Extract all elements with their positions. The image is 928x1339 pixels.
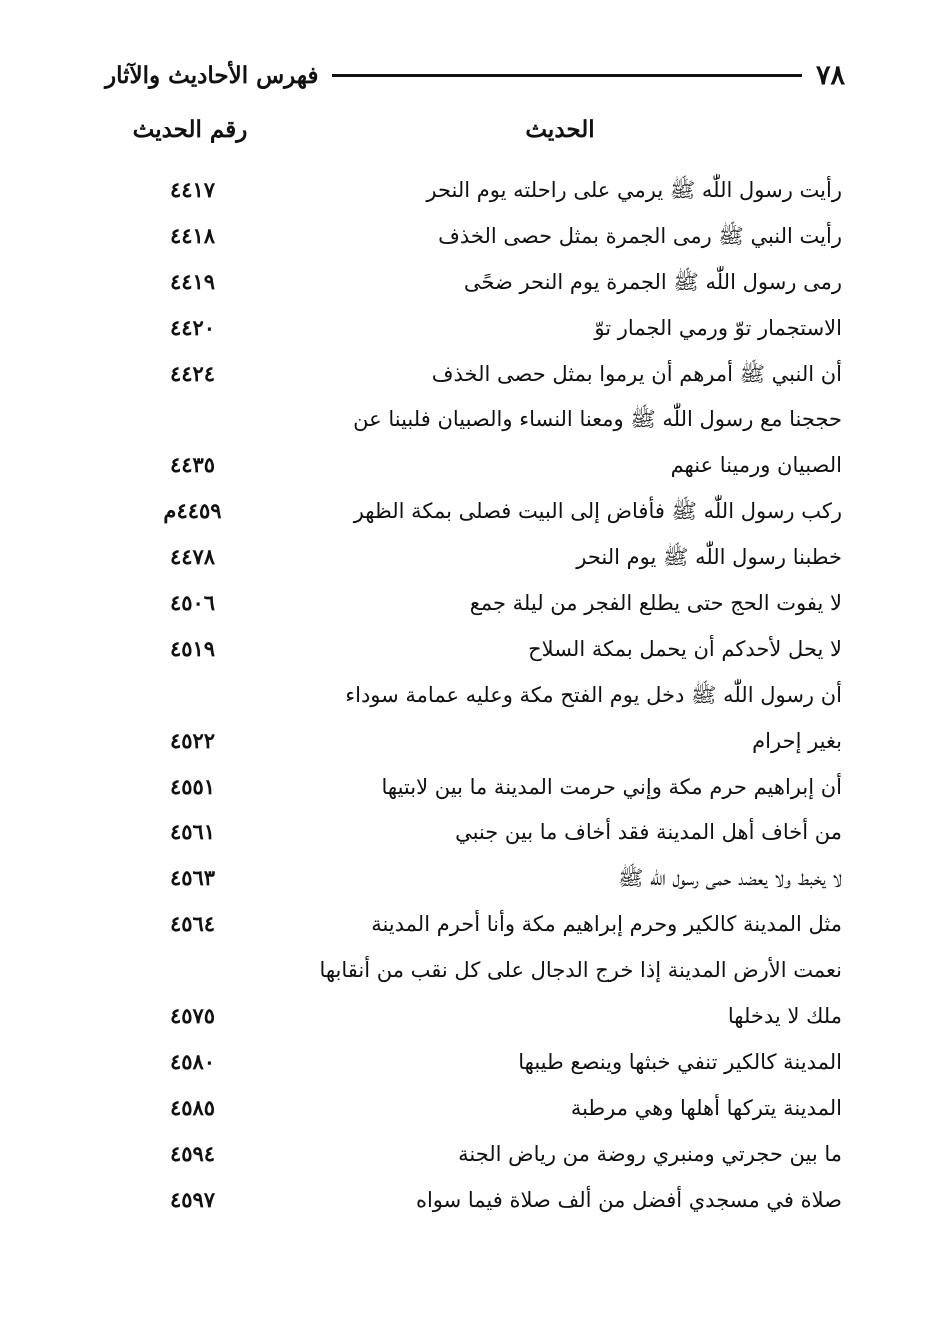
hadith-text: الاستجمار توّ ورمي الجمار توّ bbox=[594, 315, 842, 340]
index-row bbox=[0, 1178, 928, 1224]
hadith-text: لا يحل لأحدكم أن يحمل بمكة السلاح bbox=[528, 636, 842, 661]
hadith-number: ٤٤٣٥ bbox=[169, 452, 216, 478]
hadith-number: ٤٥٩٤ bbox=[169, 1140, 216, 1166]
index-row bbox=[0, 948, 928, 994]
hadith-text: رمى رسول اللّٰه ﷺ الجمرة يوم النحر ضحًى bbox=[463, 269, 842, 294]
index-row bbox=[0, 994, 928, 1040]
page-header bbox=[105, 52, 845, 98]
running-title: فهرس الأحاديث والآثار bbox=[105, 61, 319, 89]
hadith-number: ٤٤٢٤ bbox=[169, 360, 216, 386]
hadith-text: من أخاف أهل المدينة فقد أخاف ما بين جنبي bbox=[455, 820, 842, 845]
hadith-number: ٤٥٥١ bbox=[169, 773, 216, 799]
hadith-number: ٤٥٦٣ bbox=[169, 865, 216, 891]
hadith-number: ٤٥٨٠ bbox=[169, 1048, 216, 1074]
hadith-text: مثل المدينة كالكير وحرم إبراهيم مكة وأنا أحرم المدينة bbox=[371, 912, 842, 937]
index-row bbox=[0, 352, 928, 398]
hadith-index-list bbox=[0, 168, 928, 1223]
hadith-text: الصبيان ورمينا عنهم bbox=[670, 453, 842, 478]
column-heading-number: رقم الحديث bbox=[132, 116, 248, 143]
hadith-text: المدينة يتركها أهلها وهي مرطبة bbox=[570, 1095, 842, 1120]
hadith-text: صلاة في مسجدي أفضل من ألف صلاة فيما سواه bbox=[415, 1187, 842, 1212]
index-row bbox=[0, 1132, 928, 1178]
hadith-text: لا يخبط ولا يعضد حمى رسول اللّٰه ﷺ bbox=[617, 866, 842, 891]
hadith-number: ٤٥٨٥ bbox=[169, 1094, 216, 1120]
hadith-number: ٤٤١٨ bbox=[169, 222, 216, 248]
index-row bbox=[0, 856, 928, 902]
hadith-text: حججنا مع رسول اللّٰه ﷺ ومعنا النساء والصبيان فلبينا عن bbox=[353, 407, 842, 432]
index-row bbox=[0, 168, 928, 214]
index-row bbox=[0, 627, 928, 673]
hadith-number: ٤٤١٩ bbox=[169, 268, 216, 294]
index-row bbox=[0, 1086, 928, 1132]
hadith-number: ٤٤٥٩م bbox=[163, 498, 222, 524]
hadith-text: ركب رسول اللّٰه ﷺ فأفاض إلى البيت فصلى بمكة الظهر bbox=[353, 499, 842, 524]
hadith-text: ما بين حجرتي ومنبري روضة من رياض الجنة bbox=[458, 1141, 842, 1166]
column-heading-hadith: الحديث bbox=[525, 116, 595, 143]
hadith-text: أن إبراهيم حرم مكة وإني حرمت المدينة ما بين لابتيها bbox=[381, 774, 842, 799]
hadith-text: نعمت الأرض المدينة إذا خرج الدجال على كل نقب من أنقابها bbox=[319, 958, 842, 983]
hadith-number: ٤٥٢٢ bbox=[169, 727, 216, 753]
index-row bbox=[0, 306, 928, 352]
index-row bbox=[0, 535, 928, 581]
index-row bbox=[0, 673, 928, 719]
hadith-number: ٤٥٠٦ bbox=[169, 590, 216, 616]
hadith-text: رأيت النبي ﷺ رمى الجمرة بمثل حصى الخذف bbox=[438, 223, 842, 248]
hadith-number: ٤٥٩٧ bbox=[169, 1186, 216, 1212]
index-row bbox=[0, 1040, 928, 1086]
hadith-text: لا يفوت الحج حتى يطلع الفجر من ليلة جمع bbox=[469, 591, 842, 616]
index-row bbox=[0, 260, 928, 306]
hadith-number: ٤٥٧٥ bbox=[169, 1003, 216, 1029]
hadith-number: ٤٤٢٠ bbox=[169, 314, 216, 340]
hadith-text: أن رسول اللّٰه ﷺ دخل يوم الفتح مكة وعليه عمامة سوداء bbox=[345, 682, 842, 707]
hadith-text: المدينة كالكير تنفي خبثها وينصع طيبها bbox=[518, 1049, 842, 1074]
index-row bbox=[0, 443, 928, 489]
index-row bbox=[0, 397, 928, 443]
index-row bbox=[0, 581, 928, 627]
index-row bbox=[0, 489, 928, 535]
index-row bbox=[0, 810, 928, 856]
index-row bbox=[0, 902, 928, 948]
index-row bbox=[0, 765, 928, 811]
page-number: ٧٨ bbox=[815, 59, 845, 91]
hadith-text: رأيت رسول اللّٰه ﷺ يرمي على راحلته يوم النحر bbox=[426, 178, 842, 202]
hadith-text: خطبنا رسول اللّٰه ﷺ يوم النحر bbox=[576, 545, 842, 570]
hadith-number: ٤٥١٩ bbox=[169, 635, 216, 661]
hadith-number: ٤٤٧٨ bbox=[169, 544, 216, 570]
hadith-number: ٤٥٦١ bbox=[169, 819, 216, 845]
hadith-text: بغير إحرام bbox=[752, 728, 842, 753]
header-rule bbox=[332, 74, 802, 77]
index-row bbox=[0, 719, 928, 765]
hadith-text: ملك لا يدخلها bbox=[727, 1004, 842, 1029]
hadith-number: ٤٥٦٤ bbox=[169, 911, 216, 937]
index-row bbox=[0, 214, 928, 260]
hadith-number: ٤٤١٧ bbox=[169, 177, 216, 202]
hadith-text: أن النبي ﷺ أمرهم أن يرموا بمثل حصى الخذف bbox=[431, 361, 842, 386]
